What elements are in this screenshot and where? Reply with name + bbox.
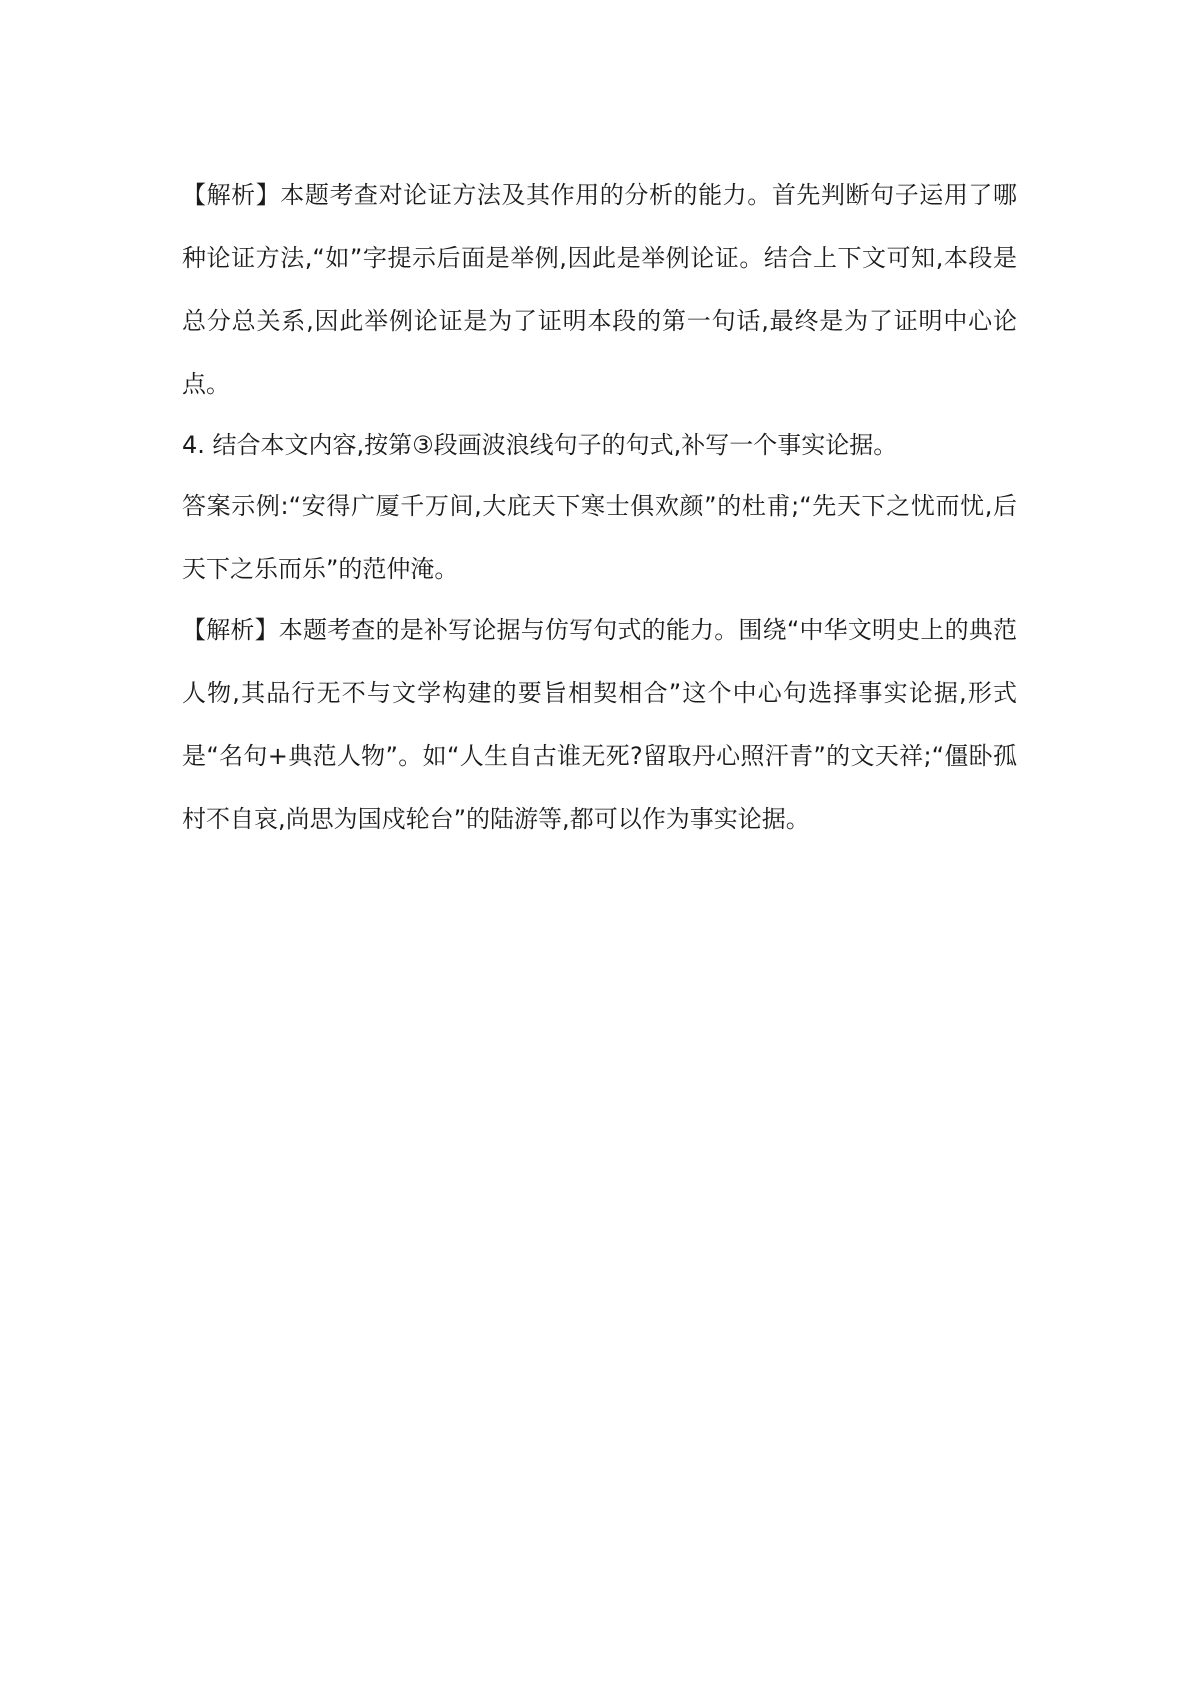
analysis-paragraph-1: 【解析】本题考查对论证方法及其作用的分析的能力。首先判断句子运用了哪种论证方法,“如”字提示后面是举例,因此是举例论证。结合上下文可知,本段是总分总关系,因此举例论证是为了证明本段的第一句话,最终是为了证明中心论点。	[182, 181, 1017, 398]
answer-example-paragraph: 答案示例:“安得广厦千万间,大庇天下寒士俱欢颜”的杜甫;“先天下之忧而忧,后天下之乐而乐”的范仲淹。	[182, 492, 1017, 583]
analysis-paragraph-2: 【解析】本题考查的是补写论据与仿写句式的能力。围绕“中华文明史上的典范人物,其品行无不与文学构建的要旨相契相合”这个中心句选择事实论据,形式是“名句+典范人物”。如“人生自古谁无死?留取丹心照汗青”的文天祥;“僵卧孤村不自哀,尚思为国戍轮台”的陆游等,都可以作为事实论据。	[182, 616, 1017, 833]
question-4-paragraph: 4. 结合本文内容,按第③段画波浪线句子的句式,补写一个事实论据。	[182, 431, 898, 459]
document-body	[182, 164, 1017, 851]
